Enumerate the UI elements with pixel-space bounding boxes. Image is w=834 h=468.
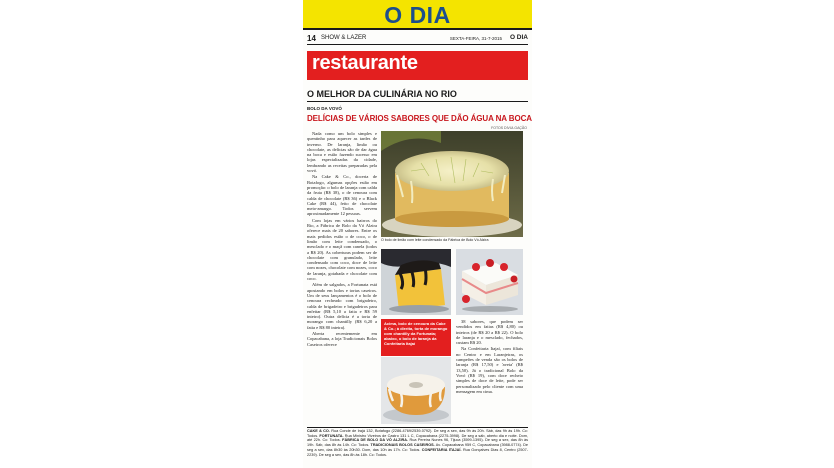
listing-text: Rua Ministro Viveiros de Castro 131 L C, Copacabana (2275-3998). De seg a sáb, aberto dia e noite. Dom, até 22h. Cc: Todos. <box>307 433 528 443</box>
listing-name: CAKE & CO. <box>307 429 330 433</box>
masthead <box>303 0 532 30</box>
article-tag: BOLO DA VOVÓ <box>307 106 342 111</box>
section-banner <box>307 51 528 80</box>
article-column-3 <box>456 319 523 424</box>
newspaper-page <box>303 0 532 468</box>
section-banner-title: restaurante <box>312 52 418 74</box>
newspaper-logo: O DIA <box>384 2 451 28</box>
listing-name: TRADICIONAIS BOLOS CASEIROS. <box>370 443 435 448</box>
paragraph: Além de salgados, a Fortunata está apostando em bolos e tortas caseiros. Um de seus lançamentos é o bolo de cenoura recheado com brigadeiro, calda de brigadeiro e brigadeiros para enfeitar (R$ 5,10 a fatia e R$ 59 inteiro). Outra delícia é a torta de morango com chantilly (R$ 6,20 a fatia e R$ 80 inteira). <box>307 282 377 330</box>
photo-credit: FOTOS DIVULGAÇÃO <box>491 126 527 130</box>
paragraph: Na Cake & Co., doceria de Botafogo, algumas opções estão em promoção: o bolo de laranja com calda da fruta (R$ 38), o de cenoura com calda de chocolate (R$ 36) e o Black Cake (R$ 44), feito de chocolate meio-amargo. Todos servem aproximadamente 12 pessoas. <box>307 174 377 217</box>
listing-text: Av. Copacabana 959 C, Copacabana (3988-0774). De seg a sex, das 8h30 às 20h30. Dom, das 10h às 17h. Cc: Todos. <box>307 443 528 452</box>
listing-text: Rua Pereira Nunes 96, Tijuca (3599-1395). De seg a sex, das 8h às 19h. Sáb, das 8h às 14h. Cc: Todos. <box>307 438 528 448</box>
paragraph: Aberta recentemente em Copacabana, a loja Tradicionais Bolos Caseiros oferece <box>307 330 377 347</box>
article-column-1 <box>307 131 377 424</box>
paragraph: Nada como um bolo simples e quentinho para aquecer as tardes de inverno. De laranja, limão ou chocolate, as delícias são de dar água na boca e estão fazendo sucesso em lojas especializadas da cidade, lembrando as receitas preparadas pela vovó. <box>307 131 377 174</box>
listing-name: FORTUNATA. <box>319 433 344 438</box>
caption-box-text: Acima, bolo de cenoura da Cake & Co.; à direita, torta de morango com chantilly da Fortunata; abaixo, o bolo de laranja da Confeitaria Itajaí <box>384 321 448 346</box>
column-kicker: O MELHOR DA CULINÁRIA NO RIO <box>307 89 528 102</box>
section-name: SHOW & LAZER <box>321 35 367 41</box>
strawberry-torte-photo <box>456 249 523 315</box>
main-photo-caption: O bolo de limão com leite condensado da Fábrica de Bolo Vó Alzira <box>381 238 489 242</box>
listing-name: FÁBRICA DE BOLO DA VÓ ALZIRA. <box>342 438 409 443</box>
issue-date: SEXTA-FEIRA, 31-7-2015 <box>449 36 502 41</box>
lemon-cake-photo <box>381 131 523 237</box>
folio-brand: O DIA <box>509 34 528 41</box>
paragraph: Na Confeitaria Itajaí, com filiais no Centro e em Laranjeiras, os campeões de venda são os bolos de laranja (R$ 17,50) e 'aveia' (R$ 13,50). Já o tradicional Bolo da Vovó (R$ 19), com doce recheio simples de doce de leite, pode ser personalizado pelo cliente com uma mensagem em cima. <box>456 346 523 394</box>
paragraph: 38 sabores, que podem ser vendidos em fatias (R$ 4,80) ou inteiros (de R$ 20 a R$ 22). O bolo de laranja e o mesclado, fechados, custam R$ 20. <box>456 319 523 346</box>
photo-caption-box <box>381 319 451 356</box>
carrot-cake-photo <box>381 249 451 315</box>
listing-name: CONFEITARIA ITAJAÍ. <box>421 447 462 452</box>
address-listing <box>307 427 528 467</box>
page-number: 14 <box>307 34 316 43</box>
paragraph: Com lojas em vários bairros do Rio, a Fábrica de Bolo da Vó Alzira oferece mais de 20 sabores. Entre os mais pedidos estão o de coco, o de limão com leite condensado, o mesclado e o maçã com canela (todos a R$ 20). As coberturas podem ser de chocolate com granulado, leite condensado com coco, doce de leite com nozes, chocolate com nozes, coco de laranja, goiabada e chocolate com coco. <box>307 217 377 282</box>
orange-cake-photo <box>381 357 451 424</box>
folio-bar <box>307 33 528 45</box>
listing-text: Rua Gonçalves Dias 8, Centro (2507-2239). De seg a sex, das 8h às 18h. Cc: Todos. <box>307 447 528 457</box>
listing-text: Rua Conde de Irajá 132, Botafogo (2286-4769/2539-0792). De seg a sex, das 9h às 20h. Sáb, das 9h às 19h. Cc: Todos. <box>307 429 528 438</box>
article-headline: DELÍCIAS DE VÁRIOS SABORES QUE DÃO ÁGUA NA BOCA <box>307 114 532 123</box>
